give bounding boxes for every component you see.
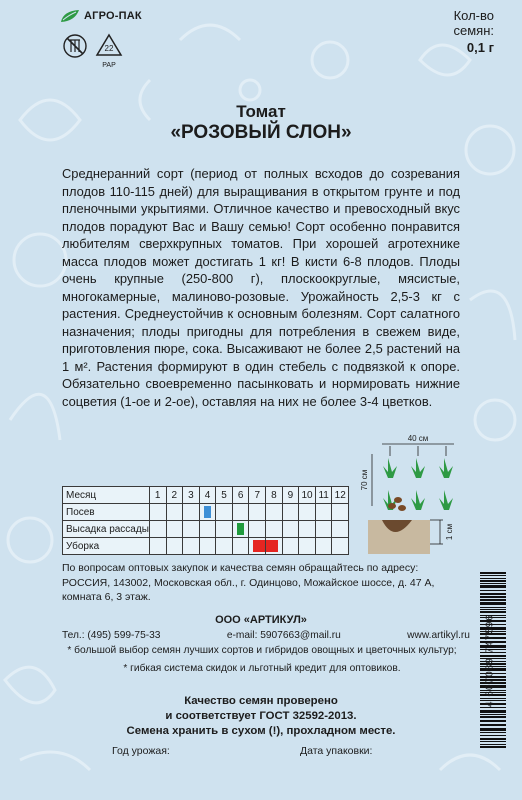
barcode-stripe	[480, 735, 506, 736]
phone-text: Тел.: (495) 599-75-33	[62, 630, 161, 641]
month-cell	[315, 521, 332, 538]
month-cell	[232, 504, 249, 521]
month-cell	[149, 521, 166, 538]
depth-label: 1 см	[445, 523, 454, 541]
brand-leaf-icon	[60, 9, 80, 23]
quantity-value: 0,1 г	[466, 40, 494, 55]
product-title	[0, 102, 522, 144]
recycle-code: 22	[104, 44, 114, 53]
month-cell	[299, 504, 316, 521]
barcode-stripe	[480, 596, 506, 598]
barcode-stripe	[480, 738, 506, 740]
month-header: 3	[183, 487, 200, 504]
width-label: 40 см	[407, 434, 429, 443]
month-header: 5	[216, 487, 233, 504]
month-cell	[282, 521, 299, 538]
contact-line	[62, 630, 470, 641]
month-cell	[232, 521, 249, 538]
recycle-icon	[94, 33, 124, 59]
month-cell	[199, 504, 216, 521]
contact-info	[62, 561, 462, 605]
calendar-header-label: Месяц	[63, 487, 150, 504]
sowing-depth-figure	[368, 490, 458, 562]
month-cell	[166, 504, 183, 521]
barcode-number: 4 607089 747596	[484, 614, 496, 707]
month-cell	[315, 504, 332, 521]
month-header: 9	[282, 487, 299, 504]
seed-quantity	[454, 8, 495, 55]
seed-icon	[398, 505, 406, 511]
packing-date-label: Дата упаковки:	[300, 745, 373, 757]
calendar-row-transplanting	[63, 521, 349, 538]
month-header: 10	[299, 487, 316, 504]
month-cell	[183, 504, 200, 521]
month-cell	[332, 538, 349, 555]
description-text: Среднеранний сорт (период от полных всходов до созревания плодов 110-115 дней) для выращивания в открытом грунте и под пленочными укрытиями. Отличное качество и превосходный вкус плодов порадуют Вас и Вашу семью! Сорт особенно понравится любителям сверхкрупных томатов. При хорошей агротехнике масса плодов может достигать 1 кг! В кисти 6-8 плодов. Плоды очень крупные (250-800 г), плоскоокруглые, мясистые, многокамерные, малиново-розовые. Урожайность 2,5-3 кг с растения. Среднеустойчив к основным болезням. Сорт салатного назначения; плоды пригодны для потребления в свежем виде, приготовления пюре, сока. Высаживают не более 2,5 растений на 1 м². Растения формируют в один стебель с подвязкой к опоре. Обязательно своевременно пасынковать и нормировать нижние соцветия (1-ое и 2-ое), оставляя на них не более 3-4 цветков.	[62, 166, 460, 409]
month-cell	[282, 504, 299, 521]
month-cell	[183, 538, 200, 555]
month-header: 7	[249, 487, 266, 504]
barcode-stripe	[480, 580, 506, 582]
barcode-stripe	[480, 744, 506, 745]
month-cell	[232, 538, 249, 555]
quality-line: и соответствует ГОСТ 32592-2013.	[165, 710, 357, 723]
calendar-row-harvest	[63, 538, 349, 555]
month-cell	[166, 538, 183, 555]
month-header: 12	[332, 487, 349, 504]
crop-name: Томат	[236, 102, 286, 121]
eco-marks	[62, 33, 124, 69]
quantity-label-line1: Кол-во	[453, 8, 494, 23]
calendar-row-sowing	[63, 504, 349, 521]
month-cell	[183, 521, 200, 538]
quantity-label-line2: семян:	[453, 23, 494, 38]
calendar-row-label: Уборка	[63, 538, 150, 555]
not-for-food-icon	[62, 33, 88, 59]
calendar-row-label: Высадка рассады	[63, 521, 150, 538]
barcode-stripe	[480, 585, 506, 588]
month-cell	[266, 521, 283, 538]
activity-bar	[204, 506, 212, 518]
month-header: 4	[199, 487, 216, 504]
month-header: 11	[315, 487, 332, 504]
month-cell	[216, 521, 233, 538]
month-cell	[282, 538, 299, 555]
recycle-mark	[94, 33, 124, 69]
calendar-header-row	[63, 487, 349, 504]
month-cell	[166, 521, 183, 538]
quality-statement	[0, 694, 522, 740]
month-header: 2	[166, 487, 183, 504]
month-cell	[249, 538, 266, 555]
month-cell	[216, 504, 233, 521]
barcode-stripe	[480, 575, 506, 576]
benefit-item: * гибкая система скидок и льготный кредит для оптовиков.	[123, 662, 401, 674]
quality-line: Семена хранить в сухом (!), прохладном месте.	[126, 725, 396, 738]
activity-bar	[253, 540, 265, 552]
seed-icon	[394, 497, 402, 503]
month-cell	[149, 504, 166, 521]
month-cell	[249, 504, 266, 521]
recycle-label: PAP	[102, 62, 116, 69]
seed-icon	[388, 503, 396, 509]
barcode-stripe	[480, 741, 506, 742]
month-header: 8	[266, 487, 283, 504]
month-cell	[266, 538, 283, 555]
harvest-year-label: Год урожая:	[112, 745, 170, 757]
month-cell	[266, 504, 283, 521]
month-cell	[199, 521, 216, 538]
month-cell	[149, 538, 166, 555]
calendar-row-label: Посев	[63, 504, 150, 521]
barcode-stripe	[480, 746, 506, 748]
barcode-stripe	[480, 578, 506, 579]
growing-calendar	[62, 486, 349, 555]
quality-line: Качество семян проверено	[184, 695, 338, 707]
brand-header	[60, 9, 142, 23]
barcode-stripe	[480, 728, 506, 731]
month-header: 1	[149, 487, 166, 504]
benefits-list	[62, 644, 462, 679]
barcode-stripe	[480, 572, 506, 574]
height-label: 70 см	[360, 469, 369, 491]
month-cell	[216, 538, 233, 555]
barcode-stripe	[480, 583, 506, 584]
barcode-stripe	[480, 724, 506, 726]
website-link[interactable]: www.artikyl.ru	[407, 630, 470, 641]
benefit-item: * большой выбор семян лучших сортов и гибридов овощных и цветочных культур;	[67, 645, 457, 656]
month-cell	[199, 538, 216, 555]
month-cell	[299, 521, 316, 538]
company-name: ООО «АРТИКУЛ»	[215, 614, 307, 626]
activity-bar	[266, 540, 278, 552]
brand-name: АГРО-ПАК	[84, 10, 142, 22]
month-cell	[299, 538, 316, 555]
contact-text: По вопросам оптовых закупок и качества семян обращайтесь по адресу: РОССИЯ, 143002, Московская обл., г. Одинцово, Можайское шоссе, д. 47 А, комната 6, 3 этаж.	[62, 562, 435, 603]
barcode-stripe	[480, 590, 506, 591]
variety-name: «РОЗОВЫЙ СЛОН»	[170, 122, 352, 143]
month-cell	[332, 504, 349, 521]
month-cell	[249, 521, 266, 538]
barcode-stripe	[480, 593, 506, 595]
month-header: 6	[232, 487, 249, 504]
activity-bar	[237, 523, 245, 535]
email-link[interactable]: e-mail: 5907663@mail.ru	[226, 630, 341, 641]
month-cell	[315, 538, 332, 555]
month-cell	[332, 521, 349, 538]
barcode-stripe	[480, 732, 506, 733]
